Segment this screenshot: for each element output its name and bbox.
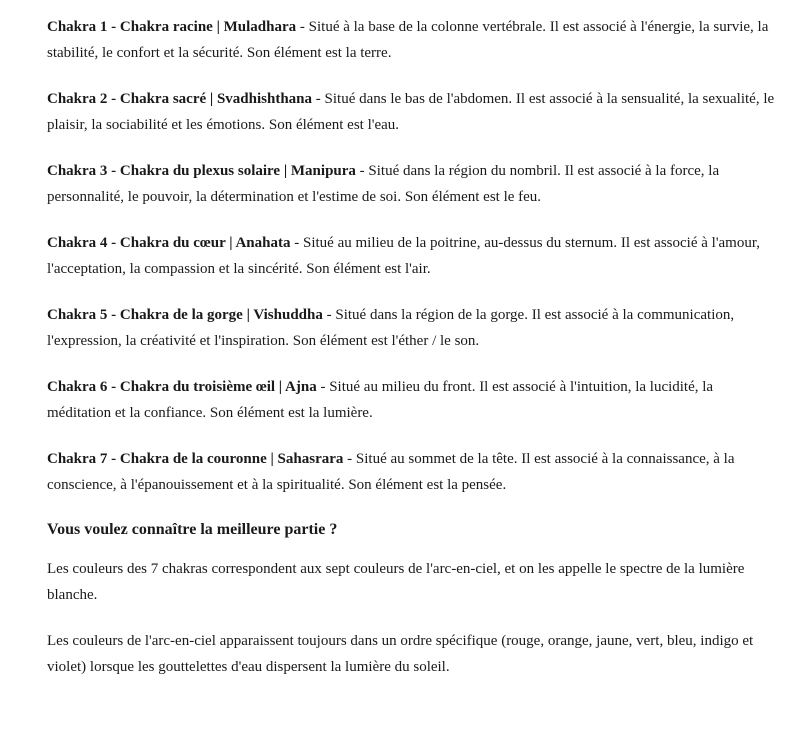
chakra-2-title: Chakra 2 - Chakra sacré | Svadhishthana bbox=[47, 91, 313, 107]
chakra-1-text: - Situé à la base de la colonne vertébrale. Il est associé à l'énergie, la survie, la stabilité, le confort et la sécurité. Son élément est la terre. bbox=[47, 19, 769, 61]
chakra-3-paragraph bbox=[47, 158, 777, 210]
chakra-1-title: Chakra 1 - Chakra racine | Muladhara bbox=[47, 19, 297, 35]
chakra-2-paragraph bbox=[47, 86, 777, 138]
chakra-5-title: Chakra 5 - Chakra de la gorge | Vishuddha bbox=[47, 307, 323, 323]
document-page bbox=[47, 14, 777, 700]
chakra-4-text: - Situé au milieu de la poitrine, au-dessus du sternum. Il est associé à l'amour, l'acceptation, la compassion et la sincérité. Son élément est l'air. bbox=[47, 235, 760, 277]
chakra-7-paragraph bbox=[47, 446, 777, 498]
chakra-6-paragraph bbox=[47, 374, 777, 426]
chakra-6-title: Chakra 6 - Chakra du troisième œil | Ajna bbox=[47, 379, 317, 395]
chakra-3-title: Chakra 3 - Chakra du plexus solaire | Manipura bbox=[47, 163, 356, 179]
chakra-5-text: - Situé dans la région de la gorge. Il est associé à la communication, l'expression, la créativité et l'inspiration. Son élément est l'éther / le son. bbox=[47, 307, 735, 349]
chakra-6-text: - Situé au milieu du front. Il est associé à l'intuition, la lucidité, la méditation et la confiance. Son élément est la lumière. bbox=[47, 379, 714, 421]
chakra-2-text: - Situé dans le bas de l'abdomen. Il est associé à la sensualité, la sexualité, le plaisir, la sociabilité et les émotions. Son élément est l'eau. bbox=[47, 91, 775, 133]
chakra-1-paragraph bbox=[47, 14, 777, 66]
chakra-3-text: - Situé dans la région du nombril. Il est associé à la force, la personnalité, le pouvoir, la détermination et l'estime de soi. Son élément est le feu. bbox=[47, 163, 720, 205]
chakra-4-paragraph bbox=[47, 230, 777, 282]
chakra-7-text: - Situé au sommet de la tête. Il est associé à la connaissance, à la conscience, à l'épanouissement et à la spiritualité. Son élément est la pensée. bbox=[47, 451, 735, 493]
paragraph-rainbow-order: Les couleurs de l'arc-en-ciel apparaissent toujours dans un ordre spécifique (rouge, orange, jaune, vert, bleu, indigo et violet) lorsque les gouttelettes d'eau dispersent la lumière du soleil. bbox=[47, 633, 754, 675]
chakra-7-title: Chakra 7 - Chakra de la couronne | Sahasrara bbox=[47, 451, 344, 467]
paragraph-rainbow-spectrum: Les couleurs des 7 chakras correspondent aux sept couleurs de l'arc-en-ciel, et on les appelle le spectre de la lumière blanche. bbox=[47, 561, 745, 603]
chakra-4-title: Chakra 4 - Chakra du cœur | Anahata bbox=[47, 235, 291, 251]
chakra-5-paragraph bbox=[47, 302, 777, 354]
section-heading: Vous voulez connaître la meilleure partie ? bbox=[47, 521, 338, 538]
